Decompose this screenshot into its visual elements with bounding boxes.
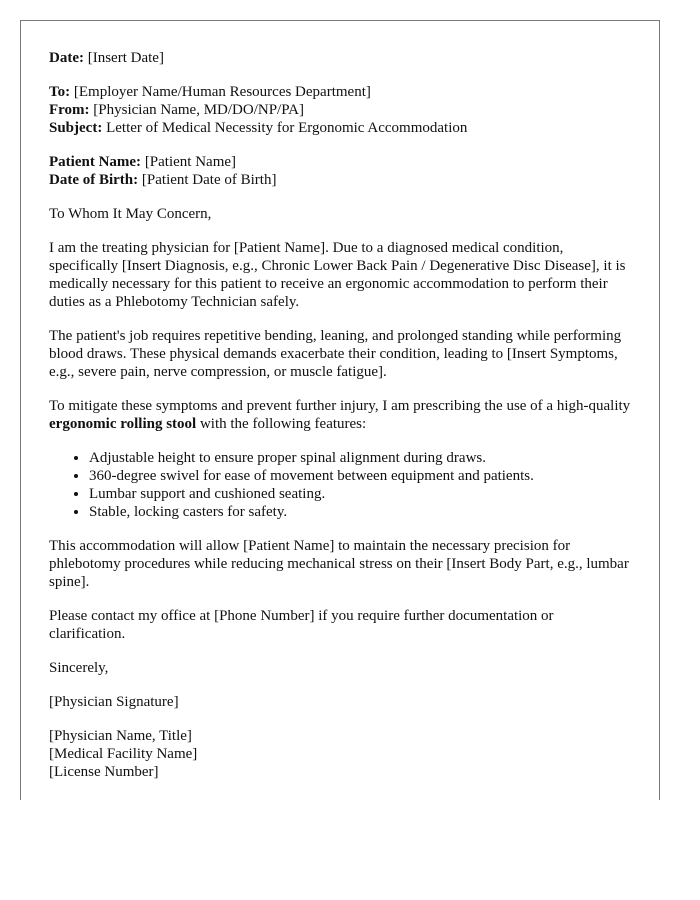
prescription-item-bold: ergonomic rolling stool [49,416,197,432]
paragraph-job-demands: The patient's job requires repetitive bending, leaning, and prolonged standing while performing blood draws. These physical demands exacerbate their condition, leading to [Insert Symptoms, e.g., severe pain, nerve compression, or muscle fatigue]. [49,328,622,380]
subject-value: Letter of Medical Necessity for Ergonomic Accommodation [106,120,468,136]
prescription-text-after: with the following features: [196,416,367,432]
features-list [49,449,631,521]
patient-name-label: Patient Name: [49,154,142,170]
date-line [49,49,631,67]
paragraph-diagnosis: I am the treating physician for [Patient Name]. Due to a diagnosed medical condition, specifically [Insert Diagnosis, e.g., Chronic Lower Back Pain / Degenerative Disc Disease], it is medically necessary for this patient to receive an ergonomic accommodation to perform their duties as a Phlebotomy Technician safely. [49,240,626,310]
patient-name-value: [Patient Name] [144,154,237,170]
date-value: [Insert Date] [87,50,164,66]
facility-name: [Medical Facility Name] [49,746,198,762]
subject-label: Subject: [49,120,103,136]
to-value: [Employer Name/Human Resources Department] [73,84,371,100]
patient-dob-label: Date of Birth: [49,172,139,188]
list-item: • Stable, locking casters for safety. [89,503,631,521]
letter-page [20,20,660,800]
date-label: Date: [49,50,84,66]
signer-name-title: [Physician Name, Title] [49,728,192,744]
list-item: • 360-degree swivel for ease of movement between equipment and patients. [89,467,631,485]
signature-placeholder: [Physician Signature] [49,694,179,710]
from-value: [Physician Name, MD/DO/NP/PA] [93,102,304,118]
license-number: [License Number] [49,764,159,780]
from-line [49,101,631,119]
paragraph-contact: Please contact my office at [Phone Number] if you require further documentation or clarification. [49,608,554,642]
patient-dob-line [49,171,631,189]
address-block [49,83,631,137]
patient-name-line [49,153,631,171]
sign-off: Sincerely, [49,660,109,676]
patient-dob-value: [Patient Date of Birth] [141,172,277,188]
list-item: • Lumbar support and cushioned seating. [89,485,631,503]
paragraph-prescription [49,397,631,433]
prescription-text-before: To mitigate these symptoms and prevent further injury, I am prescribing the use of a high-quality [49,398,631,414]
from-label: From: [49,102,90,118]
signer-block [49,727,631,781]
paragraph-accommodation: This accommodation will allow [Patient Name] to maintain the necessary precision for phlebotomy procedures while reducing mechanical stress on their [Insert Body Part, e.g., lumbar spine]. [49,538,629,590]
subject-line [49,119,631,137]
salutation: To Whom It May Concern, [49,206,212,222]
to-label: To: [49,84,71,100]
list-item: • Adjustable height to ensure proper spinal alignment during draws. [89,449,631,467]
to-line [49,83,631,101]
patient-block [49,153,631,189]
